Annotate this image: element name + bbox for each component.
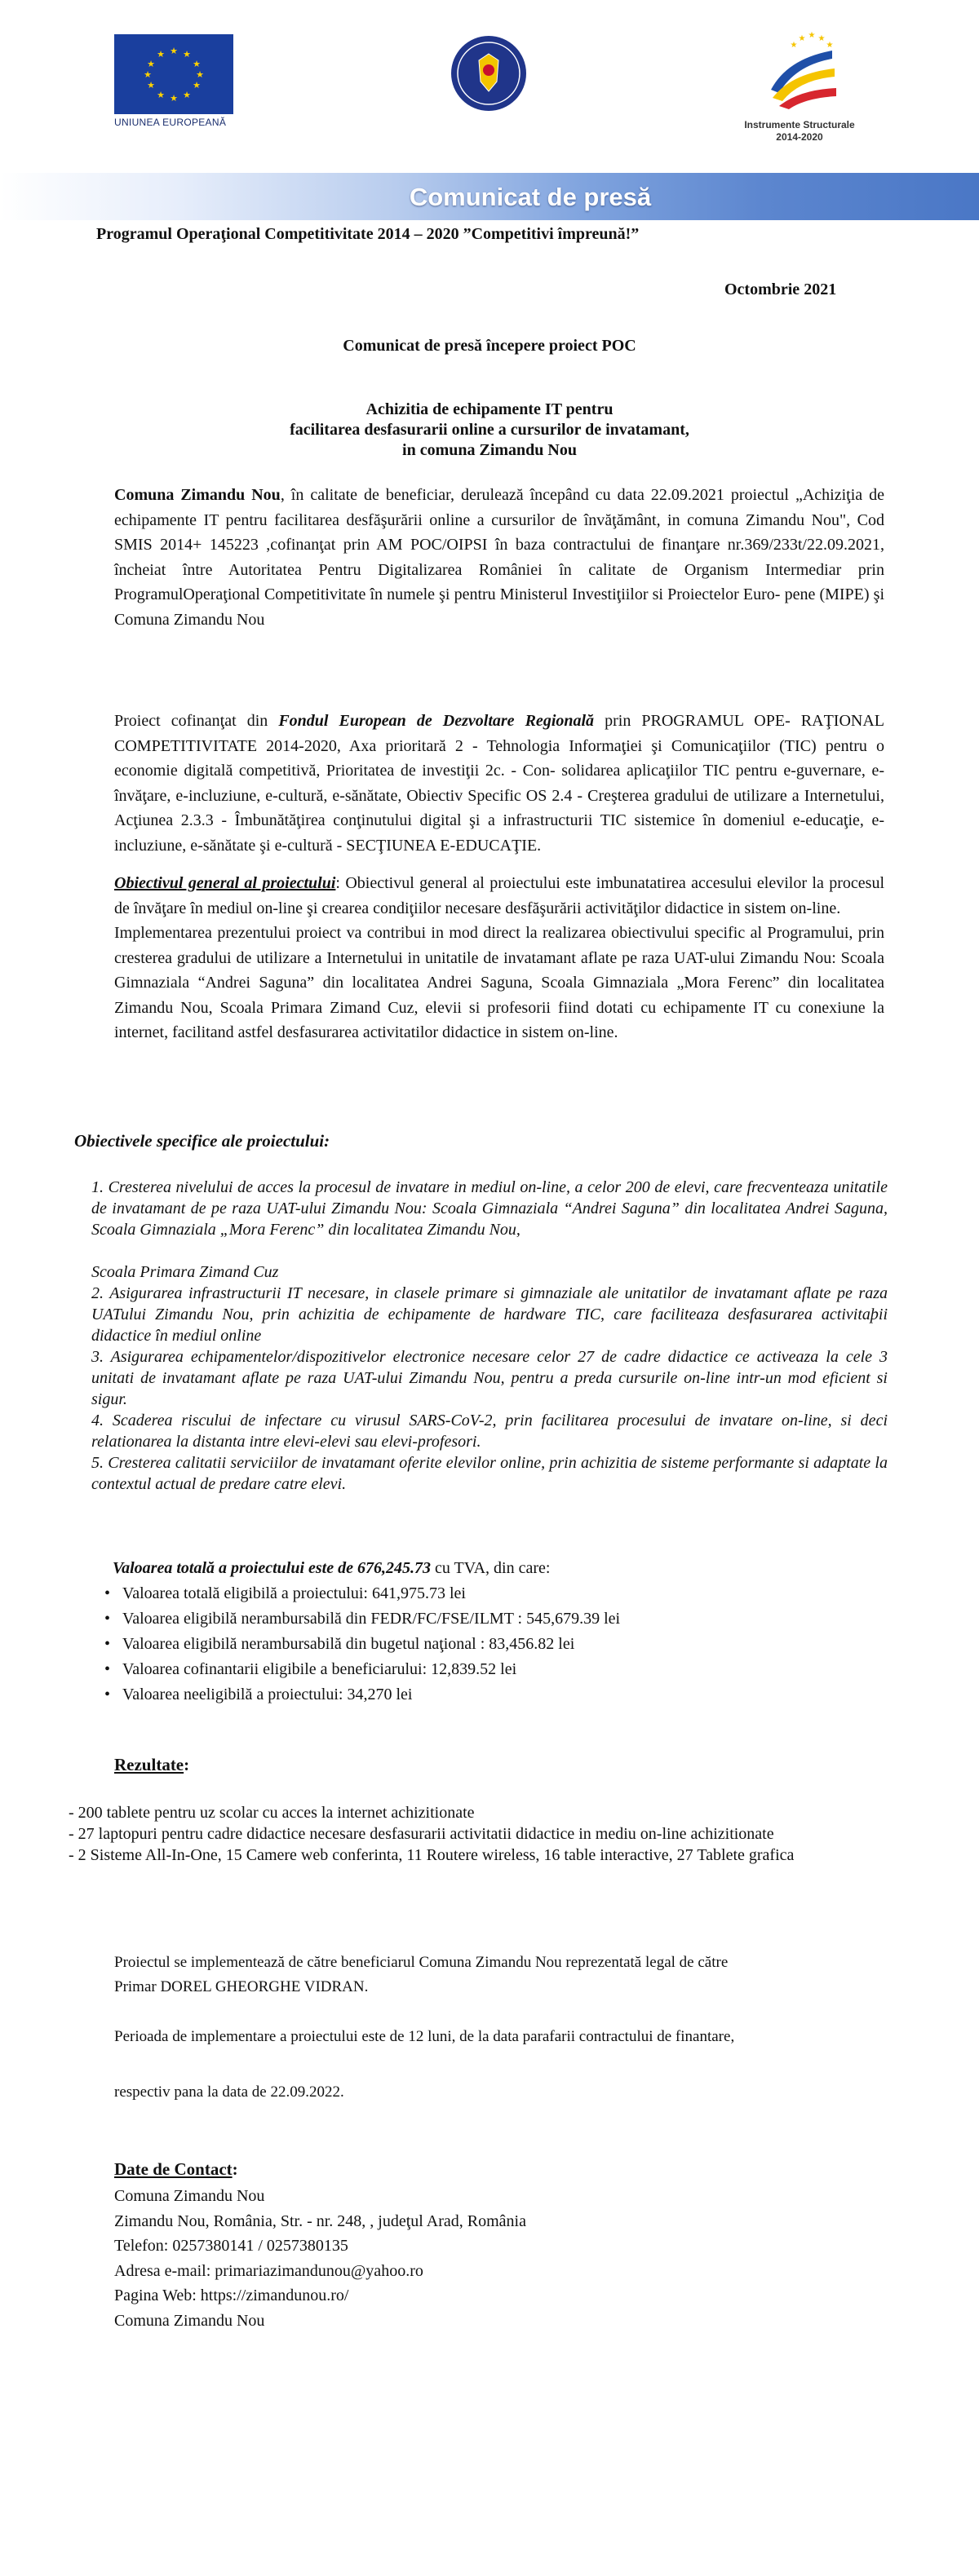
results-list bbox=[69, 1802, 925, 1866]
implementation-end-date: respectiv pana la data de 22.09.2022. bbox=[114, 2083, 344, 2101]
implementation-line2: Primar DOREL GHEORGHE VIDRAN. bbox=[114, 1978, 369, 1995]
contact-organization: Comuna Zimandu Nou bbox=[114, 2187, 265, 2205]
total-value-tail: cu TVA, din care: bbox=[431, 1559, 551, 1577]
bullet-icon: • bbox=[104, 1610, 111, 1628]
value-list bbox=[101, 1581, 868, 1708]
is-caption-line1: Instrumente Structurale bbox=[744, 119, 855, 130]
svg-text:★: ★ bbox=[147, 59, 155, 69]
general-objective-text: : Obiectivul general al proiectului este imbunatatirea accesului elevilor la procesul de învăţare în mediul on-line şi crearea condiţiilor necesare desfăşurării activităţilor didactice in sistem on-line. bbox=[114, 874, 884, 917]
implementation-impact-text: Implementarea prezentului proiect va contribui in mod direct la realizarea obiectivului specific al Programului, prin cresterea gradului de utilizare a Internetului in unitatile de invatamant aflate pe raza UAT-ului Zimandu Nou: Scoala Gimnaziala “Andrei Saguna” din localitatea Andrei Saguna, Scoala Gimnaziala „Mora Ferenc” din localitatea Zimandu Nou, Scoala Primara Zimand Cuz, elevii si profesorii fiind dotati cu echipamente IT cu conexiune la internet, facilitand astfel desfasurarea activitatilor didactice in sistem on-line. bbox=[114, 924, 884, 1041]
bullet-icon: • bbox=[104, 1635, 111, 1653]
contact-phone: Telefon: 0257380141 / 0257380135 bbox=[114, 2237, 348, 2255]
funding-pre: Proiect cofinanţat din bbox=[114, 712, 279, 730]
release-heading: Comunicat de presă începere proiect POC bbox=[343, 337, 636, 355]
intro-text: , în calitate de beneficiar, derulează începând cu data 22.09.2021 proiectul „Achiziţia de echipamente IT pentru facilitarea desfăşurării online a cursurilor de învăţământ, in comuna Zimandu Nou", Cod SMIS 2014+ 145223 ,cofinanţat prin AM POC/OIPSI în baza contractului de finanţare nr.369/233t/22.09.2021, încheiat între Autoritatea Pentru Digitalizarea României în calitate de Organism Intermediar prin ProgramulOperaţional Competitivitate în numele şi pentru Ministerul Investiţiilor si Proiectelor Euro- pene (MIPE) şi Comuna Zimandu Nou bbox=[114, 486, 884, 629]
svg-text:★: ★ bbox=[183, 90, 191, 100]
project-title-line3: in comuna Zimandu Nou bbox=[402, 441, 577, 459]
value-item: • Valoarea cofinantarii eligibile a beneficiarului: 12,839.52 lei bbox=[122, 1657, 868, 1682]
svg-text:★: ★ bbox=[826, 41, 834, 50]
banner-title: Comunicat de presă bbox=[409, 183, 652, 211]
implementation-period: Perioada de implementare a proiectului este de 12 luni, de la data parafarii contractului de finantare, bbox=[114, 2028, 735, 2045]
contact-address: Zimandu Nou, România, Str. - nr. 248, , judeţul Arad, România bbox=[114, 2211, 526, 2230]
beneficiary-name: Comuna Zimandu Nou bbox=[114, 486, 281, 504]
svg-text:★: ★ bbox=[157, 90, 165, 100]
result-item: - 27 laptopuri pentru cadre didactice necesare desfasurarii activitatii didactice in mediu on-line achizitionate bbox=[69, 1825, 774, 1843]
value-item: • Valoarea totală eligibilă a proiectului: 641,975.73 lei bbox=[122, 1581, 868, 1606]
value-item: • Valoarea eligibilă nerambursabilă din bugetul naţional : 83,456.82 lei bbox=[122, 1632, 868, 1657]
contact-website: Pagina Web: https://zimandunou.ro/ bbox=[114, 2287, 349, 2304]
svg-text:★: ★ bbox=[183, 49, 191, 60]
paragraph-general-objective bbox=[114, 871, 884, 1045]
general-objective-label: Obiectivul general al proiectului bbox=[114, 874, 336, 892]
project-title bbox=[82, 400, 897, 461]
results-heading: Rezultate: bbox=[114, 1755, 190, 1774]
objective-1: 1. Cresterea nivelului de acces la procesul de invatare in mediul on-line, a celor 200 de elevi, care frecventeaza unitatile de invatamant de pe raza UAT-ului Zimandu Nou: Scoala Gimnaziala “Andrei Saguna” din localitatea Andrei Saguna, Scoala Gimnaziala „Mora Ferenc” din localitatea Zimandu Nou, bbox=[91, 1178, 888, 1239]
structural-instruments-caption bbox=[738, 119, 861, 144]
bullet-icon: • bbox=[104, 1686, 111, 1703]
svg-text:★: ★ bbox=[157, 49, 165, 60]
is-caption-line2: 2014-2020 bbox=[776, 131, 823, 143]
svg-text:★: ★ bbox=[798, 34, 806, 43]
svg-text:★: ★ bbox=[790, 41, 798, 50]
svg-text:★: ★ bbox=[193, 80, 201, 91]
program-line: Programul Operaţional Competitivitate 2014 – 2020 ”Competitivi împreună!” bbox=[96, 225, 640, 243]
contact-block bbox=[114, 2184, 848, 2333]
contact-heading: Date de Contact: bbox=[114, 2159, 238, 2179]
project-values bbox=[101, 1556, 868, 1708]
structural-instruments-logo bbox=[755, 26, 844, 116]
government-seal-logo bbox=[450, 34, 528, 113]
release-date: Octombrie 2021 bbox=[724, 281, 837, 298]
svg-text:★: ★ bbox=[196, 69, 204, 80]
contact-email: Adresa e-mail: primariazimandunou@yahoo.ro bbox=[114, 2261, 423, 2280]
total-value-lead: Valoarea totală a proiectului este de 676,245.73 bbox=[113, 1559, 431, 1577]
specific-objectives-list bbox=[91, 1177, 888, 1495]
svg-text:★: ★ bbox=[147, 80, 155, 91]
value-item: • Valoarea eligibilă nerambursabilă din FEDR/FC/FSE/ILMT : 545,679.39 lei bbox=[122, 1606, 868, 1632]
total-value-line bbox=[101, 1556, 868, 1581]
value-item: • Valoarea neeligibilă a proiectului: 34,270 lei bbox=[122, 1682, 868, 1708]
objective-2: 2. Asigurarea infrastructurii IT necesare, in clasele primare si gimnaziale ale unitatilor de invatamant aflate pe raza UATului Zimandu Nou, prin achizitia de echipamente de hardware TIC, care faciliteaza desfasurarea activitaþii didactice în mediul online bbox=[91, 1284, 888, 1345]
fund-name: Fondul European de Dezvoltare Regională bbox=[278, 712, 595, 730]
svg-text:★: ★ bbox=[170, 93, 178, 104]
svg-text:★: ★ bbox=[808, 31, 816, 40]
contact-organization-footer: Comuna Zimandu Nou bbox=[114, 2311, 265, 2330]
eu-caption: UNIUNEA EUROPEANĂ bbox=[114, 117, 227, 128]
result-item: - 2 Sisteme All-In-One, 15 Camere web conferinta, 11 Routere wireless, 16 table interactive, 27 Tablete grafica bbox=[69, 1846, 795, 1864]
implementation-line1: Proiectul se implementează de către beneficiarul Comuna Zimandu Nou reprezentată legal de către bbox=[114, 1954, 729, 1971]
project-title-line2: facilitarea desfasurarii online a cursurilor de invatamant, bbox=[290, 421, 689, 439]
eu-flag-logo bbox=[114, 34, 233, 114]
project-title-line1: Achizitia de echipamente IT pentru bbox=[365, 400, 614, 418]
bullet-icon: • bbox=[104, 1584, 111, 1602]
objective-4: 4. Scaderea riscului de infectare cu virusul SARS-CoV-2, prin facilitarea procesului de invatare on-line, si deci relationarea la distanta intre elevi-elevi sau elevi-profesori. bbox=[91, 1412, 888, 1451]
paragraph-intro bbox=[114, 483, 884, 632]
specific-objectives-heading: Obiectivele specifice ale proiectului: bbox=[74, 1131, 330, 1151]
objective-5: 5. Cresterea calitatii serviciilor de invatamant oferite elevilor online, prin achizitia de sisteme performante si adaptate la contextul actual de predare catre elevi. bbox=[91, 1454, 888, 1493]
svg-text:★: ★ bbox=[170, 46, 178, 56]
result-item: - 200 tablete pentru uz scolar cu acces la internet achizitionate bbox=[69, 1804, 475, 1822]
svg-text:★: ★ bbox=[193, 59, 201, 69]
objective-3: 3. Asigurarea echipamentelor/dispozitivelor electronice necesare celor 27 de cadre didactice ce activeaza la cele 3 unitati de invatamant aflate pe raza UAT-ului Zimandu Nou, pentru a preda cursurile on-line intr-un mod eficient si sigur. bbox=[91, 1348, 888, 1408]
bullet-icon: • bbox=[104, 1660, 111, 1678]
svg-text:★: ★ bbox=[144, 69, 152, 80]
svg-text:★: ★ bbox=[817, 34, 826, 43]
paragraph-funding bbox=[114, 709, 884, 858]
funding-text: prin PROGRAMUL OPE- RAŢIONAL COMPETITIVITATE 2014-2020, Axa prioritară 2 - Tehnologia Informaţiei şi Comunicaţiilor (TIC) pentru o economie digitală competitivă, Prioritatea de investiţii 2c. - Con- solidarea aplicaţiilor TIC pentru e-guvernare, e-învăţare, e-incluziune, e-cultură, e-sănătate, Obiectiv Specific OS 2.4 - Creşterea gradului de utilizare a Internetului, Acţiunea 2.3.3 - Îmbunătăţirea conţinutului digital şi a infrastructurii TIC sistemice în domeniul e-educaţie, e-incluziune, e-sănătate şi e-cultură - SECŢIUNEA E-EDUCAŢIE. bbox=[114, 712, 884, 855]
objective-1-continued: Scoala Primara Zimand Cuz bbox=[91, 1263, 279, 1281]
